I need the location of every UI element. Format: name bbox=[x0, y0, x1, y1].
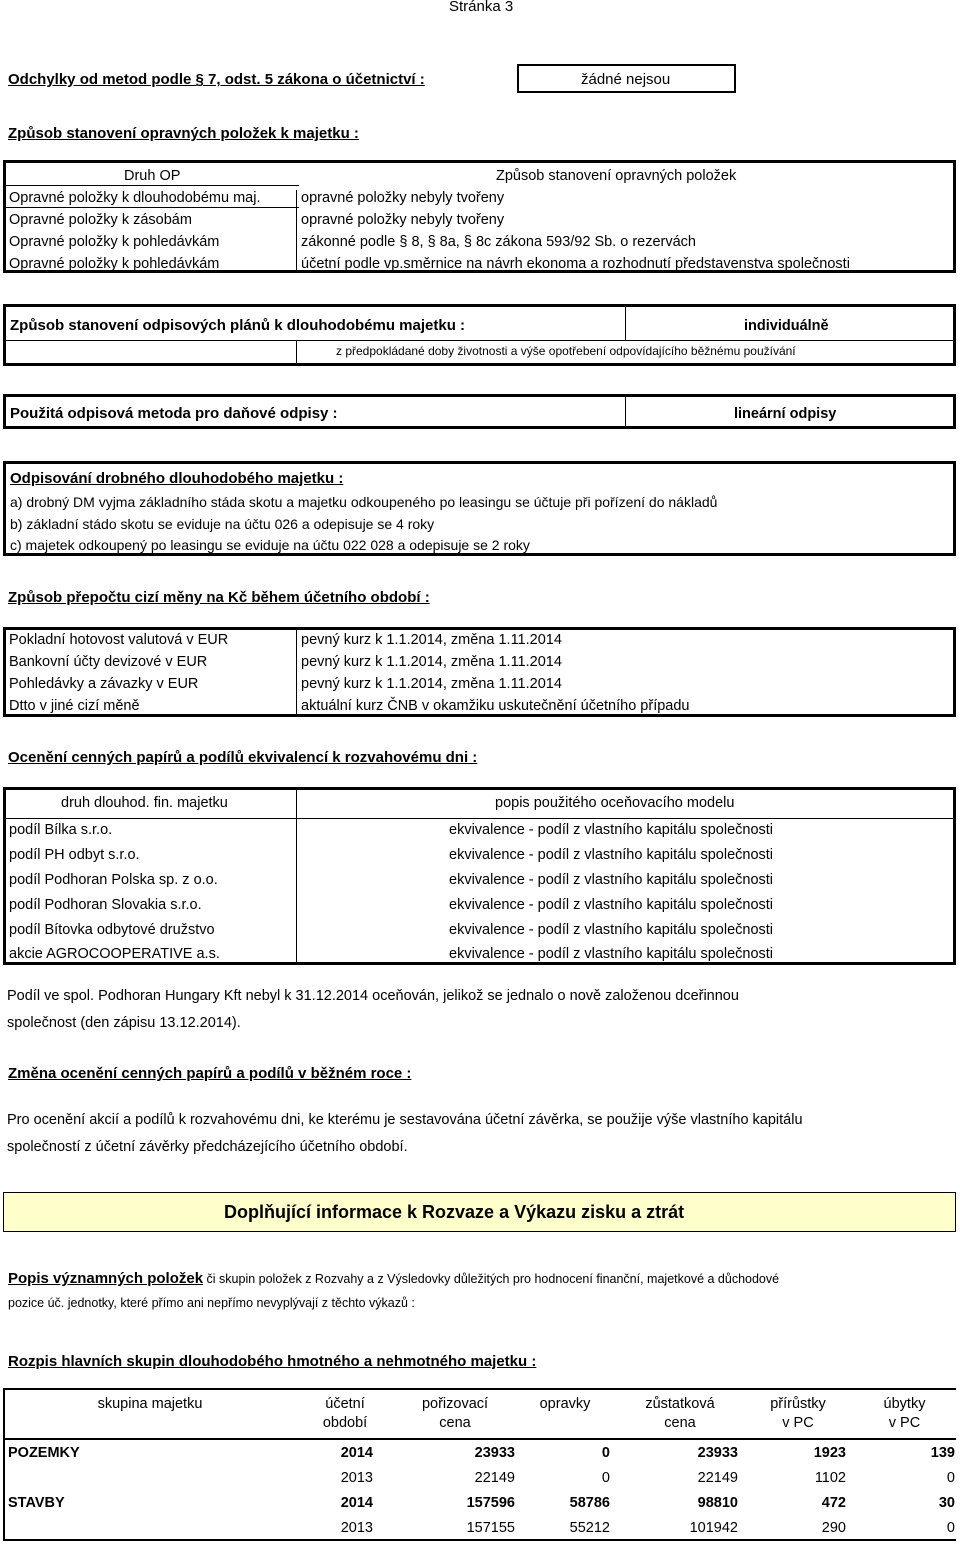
odpisove-plany-value: individuálně bbox=[744, 318, 829, 334]
oceneni-header-col2: popis použitého oceňovacího modelu bbox=[495, 795, 735, 811]
opravne-row-zpusob: opravné položky nebyly tvořeny bbox=[301, 190, 505, 206]
zmena-oceneni-line2: společností z účetní závěrky předcházejícího účetního období. bbox=[7, 1139, 408, 1155]
rozpis-cell-porizovaci: 157155 bbox=[466, 1520, 515, 1536]
oceneni-row-druh: akcie AGROCOOPERATIVE a.s. bbox=[9, 946, 220, 962]
oceneni-table bbox=[3, 787, 956, 965]
rozpis-cell-opravky: 0 bbox=[601, 1445, 610, 1461]
drobny-majetek-line: b) základní stádo skotu se eviduje na účtu 026 a odepisuje se 4 roky bbox=[10, 516, 435, 532]
rozpis-cell-ubytky: 30 bbox=[938, 1495, 955, 1511]
rozpis-cell-opravky: 58786 bbox=[569, 1495, 610, 1511]
oceneni-row-druh: podíl PH odbyt s.r.o. bbox=[9, 847, 140, 863]
drobny-majetek-title: Odpisování drobného dlouhodobého majetku : bbox=[10, 470, 344, 487]
oceneni-row-model: ekvivalence - podíl z vlastního kapitálu společnosti bbox=[449, 922, 774, 938]
opravne-header-line bbox=[6, 185, 299, 186]
oceneni-row-druh: podíl Bílka s.r.o. bbox=[9, 822, 113, 838]
oceneni-row-druh: podíl Podhoran Slovakia s.r.o. bbox=[9, 897, 202, 913]
rozpis-cell-zustatkova: 23933 bbox=[697, 1445, 738, 1461]
odchylky-value-box bbox=[517, 64, 736, 93]
rozpis-header-line2: cena bbox=[439, 1415, 471, 1431]
oceneni-note-line1: Podíl ve spol. Podhoran Hungary Kft nebyl k 31.12.2014 oceňován, jelikož se jednalo o nově založenou dceřinnou bbox=[7, 988, 739, 1004]
rozpis-header-line2: v PC bbox=[782, 1415, 814, 1431]
odchylky-label: Odchylky od metod podle § 7, odst. 5 zákona o účetnictví : bbox=[8, 71, 425, 88]
rozpis-cell-obdobi: 2014 bbox=[340, 1495, 373, 1511]
rozpis-cell-prirustky: 1102 bbox=[814, 1470, 846, 1486]
popis-line2: pozice úč. jednotky, které přímo ani nepřímo nevyplývají z těchto výkazů : bbox=[8, 1296, 415, 1310]
rozpis-header-line2: období bbox=[322, 1415, 368, 1431]
opravne-row-druh: Opravné položky k pohledávkám bbox=[9, 234, 220, 250]
danove-odpisy-value: lineární odpisy bbox=[734, 406, 837, 422]
oceneni-title: Ocenění cenných papírů a podílů ekvivalencí k rozvahovému dni : bbox=[8, 749, 478, 766]
rozpis-header-line2: v PC bbox=[888, 1415, 921, 1431]
rozpis-cell-opravky: 0 bbox=[601, 1470, 610, 1486]
rozpis-header-line1: účetní bbox=[325, 1396, 365, 1412]
rozpis-cell-prirustky: 290 bbox=[821, 1520, 846, 1536]
popis-title-bold: Popis významných položek bbox=[8, 1270, 204, 1287]
prepocet-table bbox=[3, 627, 956, 717]
rozpis-cell-opravky: 55212 bbox=[569, 1520, 610, 1536]
rozpis-cell-porizovaci: 157596 bbox=[466, 1495, 515, 1511]
odpisove-plany-label: Způsob stanovení odpisových plánů k dlouhodobému majetku : bbox=[10, 317, 466, 334]
rozpis-cell-ubytky: 139 bbox=[930, 1445, 955, 1461]
oceneni-row-model: ekvivalence - podíl z vlastního kapitálu společnosti bbox=[449, 847, 774, 863]
opravne-row-druh: Opravné položky k zásobám bbox=[9, 212, 192, 228]
opravne-divider bbox=[296, 190, 297, 273]
opravne-row-zpusob: účetní podle vp.směrnice na návrh ekonoma a rozhodnutí představenstva společnosti bbox=[301, 256, 850, 272]
opravne-header-col1: Druh OP bbox=[124, 168, 181, 184]
rozpis-cell-zustatkova: 22149 bbox=[697, 1470, 738, 1486]
rozpis-cell-prirustky: 472 bbox=[821, 1495, 846, 1511]
rozpis-header-line1: skupina majetku bbox=[97, 1396, 203, 1412]
doplnujici-box bbox=[3, 1192, 956, 1232]
opravne-row-druh: Opravné položky k dlouhodobému maj. bbox=[9, 190, 261, 206]
oceneni-note-line2: společnost (den zápisu 13.12.2014). bbox=[7, 1015, 241, 1031]
rozpis-header-line1: pořizovací bbox=[421, 1396, 489, 1412]
prepocet-row-kurz: pevný kurz k 1.1.2014, změna 1.11.2014 bbox=[301, 654, 562, 670]
oceneni-row-druh: podíl Bítovka odbytové družstvo bbox=[9, 922, 215, 938]
rozpis-header-line2: cena bbox=[664, 1415, 696, 1431]
rozpis-table bbox=[3, 1388, 956, 1541]
oceneni-row-model: ekvivalence - podíl z vlastního kapitálu společnosti bbox=[449, 946, 774, 962]
opravne-title: Způsob stanovení opravných položek k majetku : bbox=[8, 125, 359, 142]
popis-title-rest: či skupin položek z Rozvahy a z Výsledovky důležitých pro hodnocení finanční, majetkové a důchodové bbox=[203, 1272, 780, 1286]
rozpis-row-skupina: STAVBY bbox=[8, 1495, 65, 1511]
prepocet-row-polozka: Dtto v jiné cizí měně bbox=[9, 698, 140, 714]
rozpis-cell-obdobi: 2013 bbox=[340, 1520, 373, 1536]
opravne-row-zpusob: zákonné podle § 8, § 8a, § 8c zákona 593/92 Sb. o rezervách bbox=[301, 234, 696, 250]
opravne-row-druh: Opravné položky k pohledávkám bbox=[9, 256, 220, 272]
oceneni-row-model: ekvivalence - podíl z vlastního kapitálu společnosti bbox=[449, 822, 774, 838]
opravne-row-zpusob: opravné položky nebyly tvořeny bbox=[301, 212, 505, 228]
oceneni-row-druh: podíl Podhoran Polska sp. z o.o. bbox=[9, 872, 218, 888]
popis-line1 bbox=[8, 1270, 779, 1287]
prepocet-row-kurz: pevný kurz k 1.1.2014, změna 1.11.2014 bbox=[301, 676, 562, 692]
danove-odpisy-label: Použitá odpisová metoda pro daňové odpisy : bbox=[10, 405, 338, 422]
rozpis-cell-zustatkova: 101942 bbox=[689, 1520, 738, 1536]
rozpis-cell-porizovaci: 22149 bbox=[474, 1470, 515, 1486]
zmena-oceneni-line1: Pro ocenění akcií a podílů k rozvahovému dni, ke kterému je sestavována účetní závěrka, se použije výše vlastního kapitálu bbox=[7, 1112, 803, 1128]
odpisove-plany-box bbox=[3, 304, 956, 366]
page-label: Stránka 3 bbox=[449, 0, 514, 15]
odchylky-value: žádné nejsou bbox=[581, 71, 671, 88]
opravne-header-col2: Způsob stanovení opravných položek bbox=[496, 168, 737, 184]
rozpis-header-line1: úbytky bbox=[883, 1396, 926, 1412]
rozpis-title: Rozpis hlavních skupin dlouhodobého hmotného a nehmotného majetku : bbox=[8, 1353, 537, 1370]
doplnujici-title: Doplňující informace k Rozvaze a Výkazu zisku a ztrát bbox=[224, 1202, 685, 1222]
prepocet-row-polozka: Pokladní hotovost valutová v EUR bbox=[9, 632, 229, 648]
drobny-majetek-line: c) majetek odkoupený po leasingu se eviduje na účtu 022 028 a odepisuje se 2 roky bbox=[10, 537, 530, 553]
rozpis-row-skupina: POZEMKY bbox=[8, 1445, 80, 1461]
rozpis-header-line1: zůstatková bbox=[645, 1396, 715, 1412]
rozpis-cell-ubytky: 0 bbox=[946, 1470, 955, 1486]
rozpis-header-line1: opravky bbox=[539, 1396, 591, 1412]
prepocet-row-polozka: Pohledávky a závazky v EUR bbox=[9, 676, 199, 692]
oceneni-row-model: ekvivalence - podíl z vlastního kapitálu společnosti bbox=[449, 897, 774, 913]
danove-odpisy-box bbox=[3, 394, 956, 429]
drobny-majetek-box bbox=[3, 461, 956, 556]
oceneni-header-col1: druh dlouhod. fin. majetku bbox=[61, 795, 228, 811]
prepocet-row-polozka: Bankovní účty devizové v EUR bbox=[9, 654, 208, 670]
opravne-table bbox=[3, 160, 956, 273]
rozpis-cell-porizovaci: 23933 bbox=[474, 1445, 515, 1461]
rozpis-cell-ubytky: 0 bbox=[946, 1520, 955, 1536]
oceneni-row-model: ekvivalence - podíl z vlastního kapitálu společnosti bbox=[449, 872, 774, 888]
drobny-majetek-line: a) drobný DM vyjma základního stáda skotu a majetku odkoupeného po leasingu se účtuje při pořízení do nákladů bbox=[10, 494, 718, 510]
zmena-oceneni-title: Změna ocenění cenných papírů a podílů v běžném roce : bbox=[8, 1065, 412, 1082]
rozpis-cell-obdobi: 2013 bbox=[340, 1470, 373, 1486]
rozpis-cell-prirustky: 1923 bbox=[813, 1445, 846, 1461]
rozpis-header-line1: přírůstky bbox=[770, 1396, 826, 1412]
prepocet-title: Způsob přepočtu cizí měny na Kč během účetního období : bbox=[8, 589, 430, 606]
rozpis-cell-zustatkova: 98810 bbox=[697, 1495, 738, 1511]
prepocet-row-kurz: aktuální kurz ČNB v okamžiku uskutečnění účetního případu bbox=[301, 698, 690, 714]
rozpis-cell-obdobi: 2014 bbox=[340, 1445, 373, 1461]
odpisove-plany-note: z předpokládané doby životnosti a výše opotřebení odpovídajícího běžnému používání bbox=[336, 344, 796, 358]
prepocet-row-kurz: pevný kurz k 1.1.2014, změna 1.11.2014 bbox=[301, 632, 562, 648]
